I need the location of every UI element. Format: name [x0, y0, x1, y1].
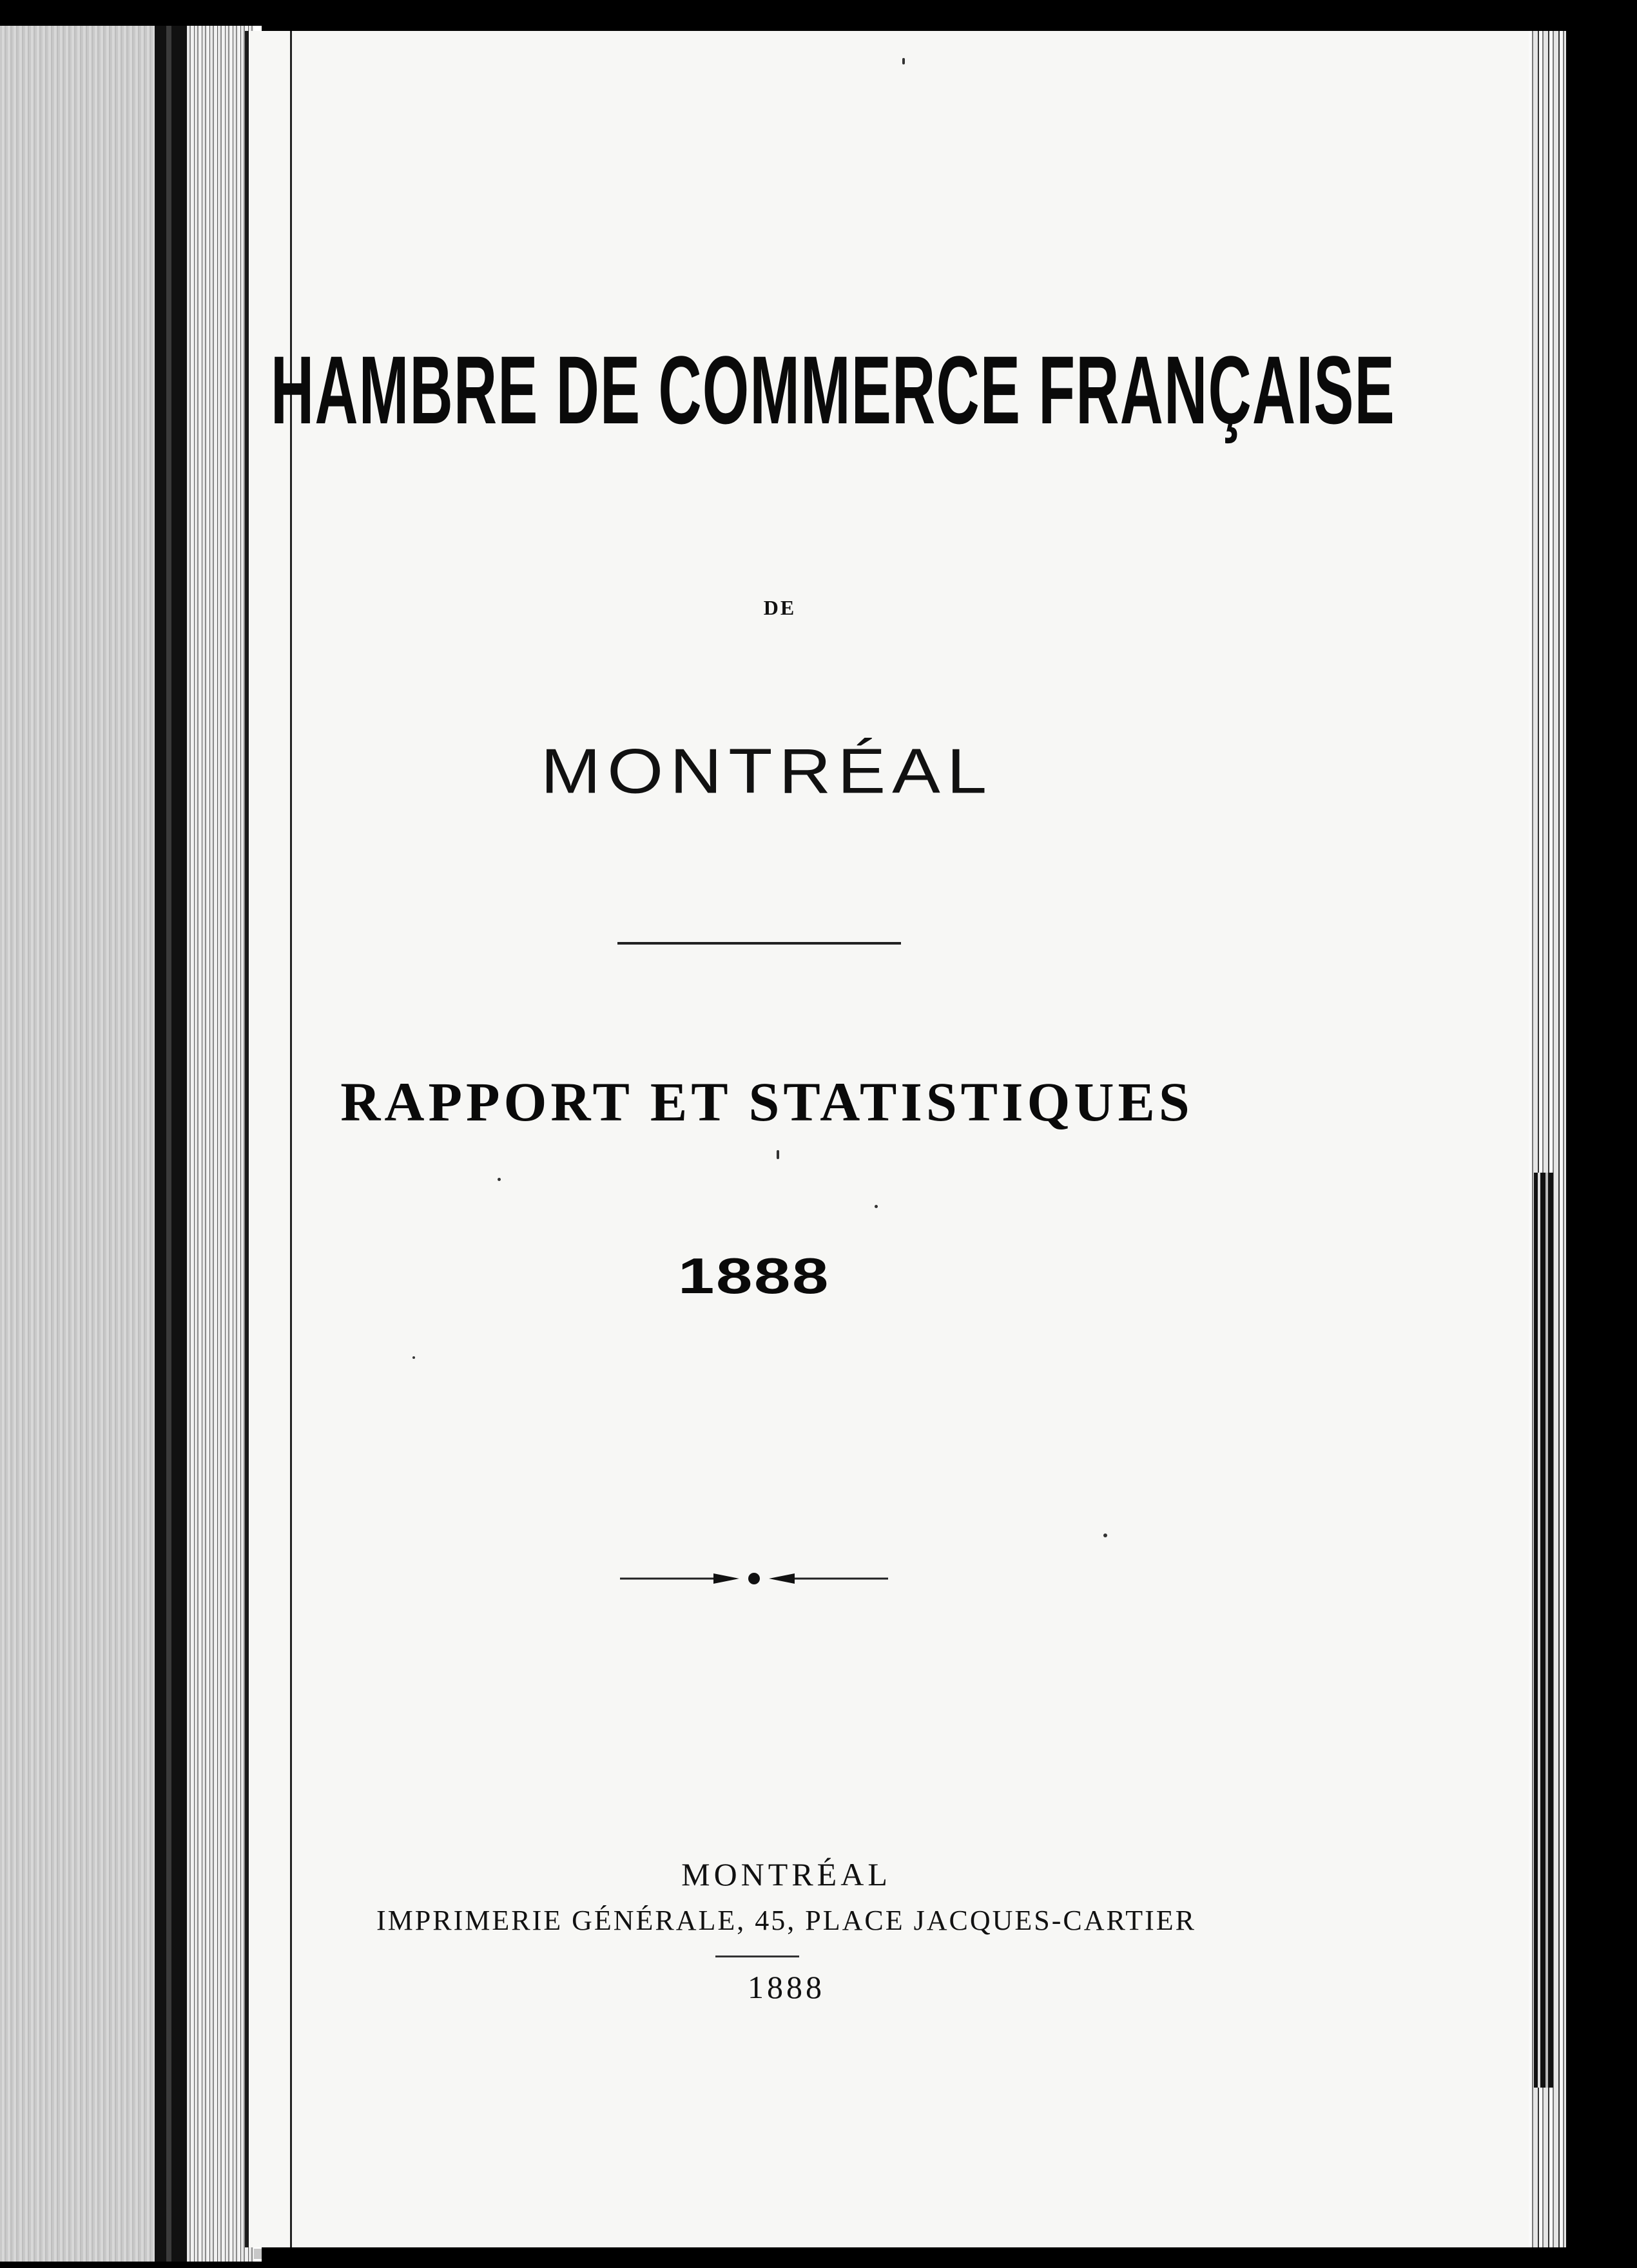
divider-rule	[617, 942, 901, 945]
scan-speck	[498, 1178, 501, 1181]
report-subtitle: RAPPORT ET STATISTIQUES	[340, 1071, 1194, 1133]
imprint-rule	[715, 1956, 799, 1957]
imprint-printer: IMPRIMERIE GÉNÉRALE, 45, PLACE JACQUES-CARTIER	[376, 1905, 1197, 1936]
city-name: MONTRÉAL	[540, 735, 994, 807]
scan-speck	[777, 1150, 779, 1159]
report-year: 1888	[678, 1247, 830, 1304]
imprint-year: 1888	[748, 1969, 825, 2005]
scan-speck	[902, 58, 905, 64]
title-connector: DE	[763, 596, 797, 619]
book-gutter	[155, 26, 187, 2262]
imprint-city: MONTRÉAL	[681, 1856, 891, 1892]
scan-speck	[1103, 1533, 1107, 1537]
left-facing-page	[0, 26, 155, 2262]
right-edge-tab	[1534, 1173, 1553, 2088]
scan-speck	[875, 1205, 878, 1208]
ornament-divider-icon	[620, 1566, 888, 1591]
main-title: HAMBRE DE COMMERCE FRANÇAISE	[271, 336, 1395, 444]
scan-speck	[412, 1356, 415, 1359]
